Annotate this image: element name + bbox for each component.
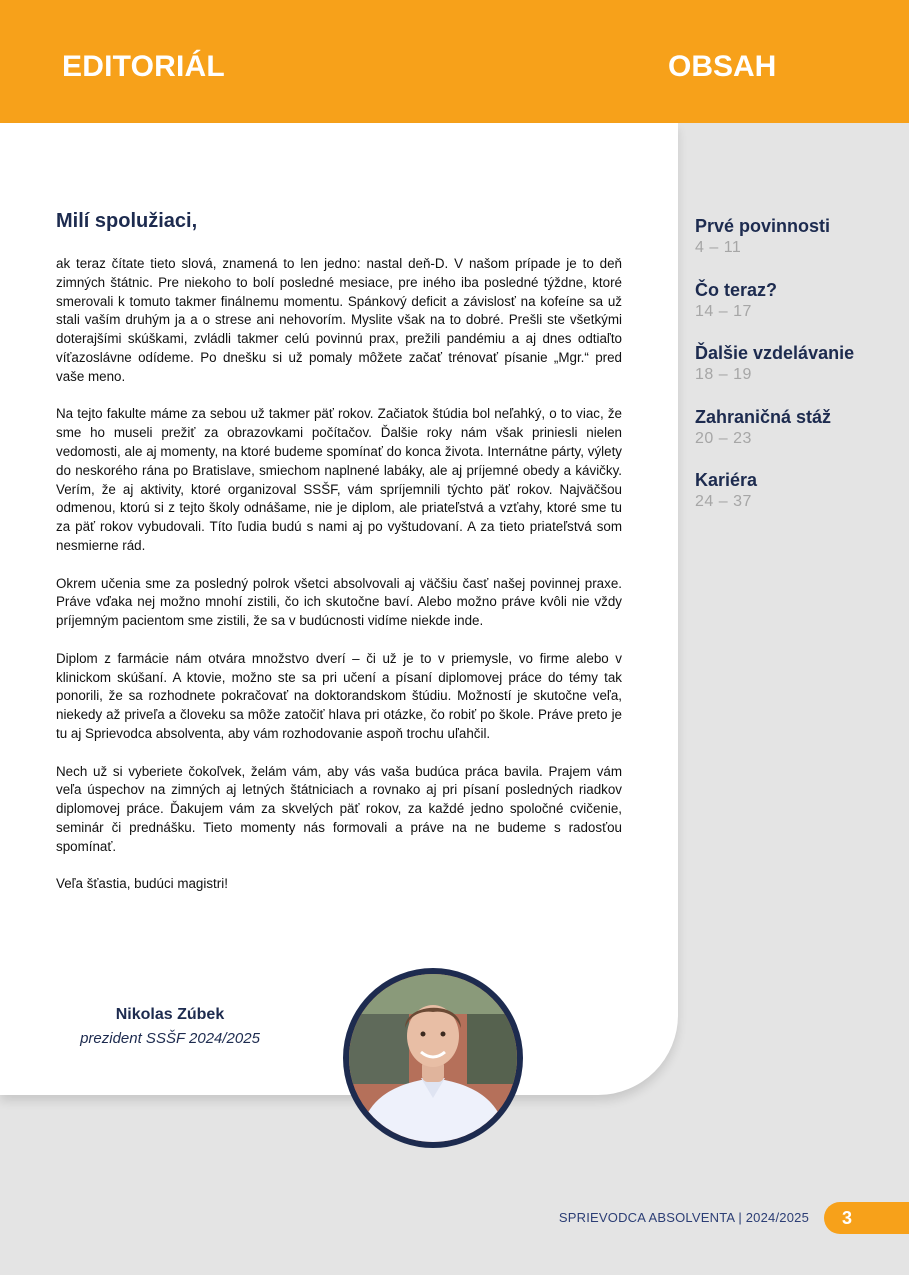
letter-paragraph: Diplom z farmácie nám otvára množstvo dverí – či už je to v priemysle, vo firme alebo v klinickom skúšaní. A ktovie, možno ste sa pri učení a písaní diplomovej práce do témy tak ponorili, že sa rozhodnete pokračovať na doktorandskom štúdiu. Možností je skutočne veľa, niekedy až priveľa a človeku sa môže zatočiť hlava pri otázke, čo robiť po škole. Práve preto je tu aj Sprievodca absolventa, aby vám rozhodovanie aspoň trochu uľahčil.	[56, 650, 622, 741]
toc-item-title: Kariéra	[695, 470, 758, 490]
page-number-badge: 3	[824, 1202, 909, 1234]
toc-item-pages: 24 – 37	[695, 493, 752, 510]
publication-footer: SPRIEVODCA ABSOLVENTA | 2024/2025	[558, 1210, 809, 1225]
toc-item-title: Zahraničná stáž	[695, 406, 832, 427]
letter-paragraph: Okrem učenia sme za posledný polrok všetci absolvovali aj väčšiu časť našej povinnej praxe. Práve vďaka nej možno mnohí zistili, čo ich skutočne baví. Alebo možno práve kvôli nie vždy príjemným pacientom sme zistili, že sa v budúcnosti vidíme niekde inde.	[56, 575, 622, 629]
toc-item[interactable]	[695, 470, 895, 534]
toc-item-title: Čo teraz?	[695, 279, 778, 300]
header-bar	[0, 0, 909, 123]
letter-paragraph: Na tejto fakulte máme za sebou už takmer päť rokov. Začiatok štúdia bol neľahký, o to viac, že sme ho museli prežiť za obrazovkami počítačov. Ďalšie roky nám však priniesli nielen vedomosti, ale aj momenty, na ktoré budeme spomínať do konca života. Internátne párty, výlety do neskorého rána po Bratislave, smiechom naplnené labáky, ale aj príjemné obedy a kávičky. Verím, že aj aktivity, ktoré organizoval SSŠF, vám spríjemnili týchto päť rokov. Najväčšou odmenou, ktorú si z tejto školy odnášame, nie je diplom, ale priateľstvá a vzťahy, ktoré sme tu za päť rokov vybudovali. Títo ľudia budú s nami aj po vyštudovaní. A za tieto priateľstvá som nesmierne rád.	[56, 406, 622, 553]
editorial-letter	[56, 255, 622, 913]
toc-item[interactable]	[695, 407, 895, 471]
toc-item[interactable]	[695, 343, 895, 407]
letter-paragraph: Nech už si vyberiete čokoľvek, želám vám, aby vás vaša budúca práca bavila. Prajem vám veľa úspechov na zimných aj letných štátniciach a rovnako aj pri písaní posledných riadkov diplomovej práce. Ďakujem vám za skvelých päť rokov, za každé jedno spoločné cvičenie, seminár či prednášku. Tieto momenty nás formovali a práve na ne budeme s radosťou spomínať.	[56, 763, 622, 854]
editorial-heading: EDITORIÁL	[62, 50, 225, 83]
toc-item[interactable]	[695, 280, 895, 344]
toc-item[interactable]	[695, 216, 895, 280]
signature	[60, 1006, 280, 1047]
greeting: Milí spolužiaci,	[56, 210, 198, 232]
contents-heading: OBSAH	[668, 50, 777, 83]
toc-item-title: Ďalšie vzdelávanie	[695, 343, 855, 363]
letter-paragraph: ak teraz čítate tieto slová, znamená to len jedno: nastal deň-D. V našom prípade je to deň zimných štátnic. Pre niekoho to bolí posledné mesiace, pre iného iba posledné týždne, ktoré smerovali k tomuto takmer finálnemu momentu. Spánkový deficit a závislosť na kofeíne sa už stali vaším druhým ja a o strese ani nehovorím. Myslite však na to dobré. Prešli ste všetkými doterajšími skúškami, zvládli takmer celú povinnú prax, prežili pandémiu a aj dnes odtiaľto víťazoslávne odídeme. Po dnešku si už pomaly môžete začať trénovať písanie „Mgr.“ pred vaše meno.	[56, 256, 622, 384]
signature-role: prezident SSŠF 2024/2025	[80, 1030, 260, 1047]
toc-item-title: Prvé povinnosti	[695, 216, 831, 236]
toc-item-pages: 18 – 19	[695, 366, 752, 383]
toc-item-pages: 4 – 11	[695, 239, 742, 256]
author-portrait	[343, 968, 523, 1148]
table-of-contents	[695, 216, 895, 534]
signature-name: Nikolas Zúbek	[115, 1006, 225, 1023]
toc-item-pages: 14 – 17	[695, 302, 752, 320]
letter-closing: Veľa šťastia, budúci magistri!	[56, 876, 228, 892]
toc-item-pages: 20 – 23	[695, 429, 752, 447]
